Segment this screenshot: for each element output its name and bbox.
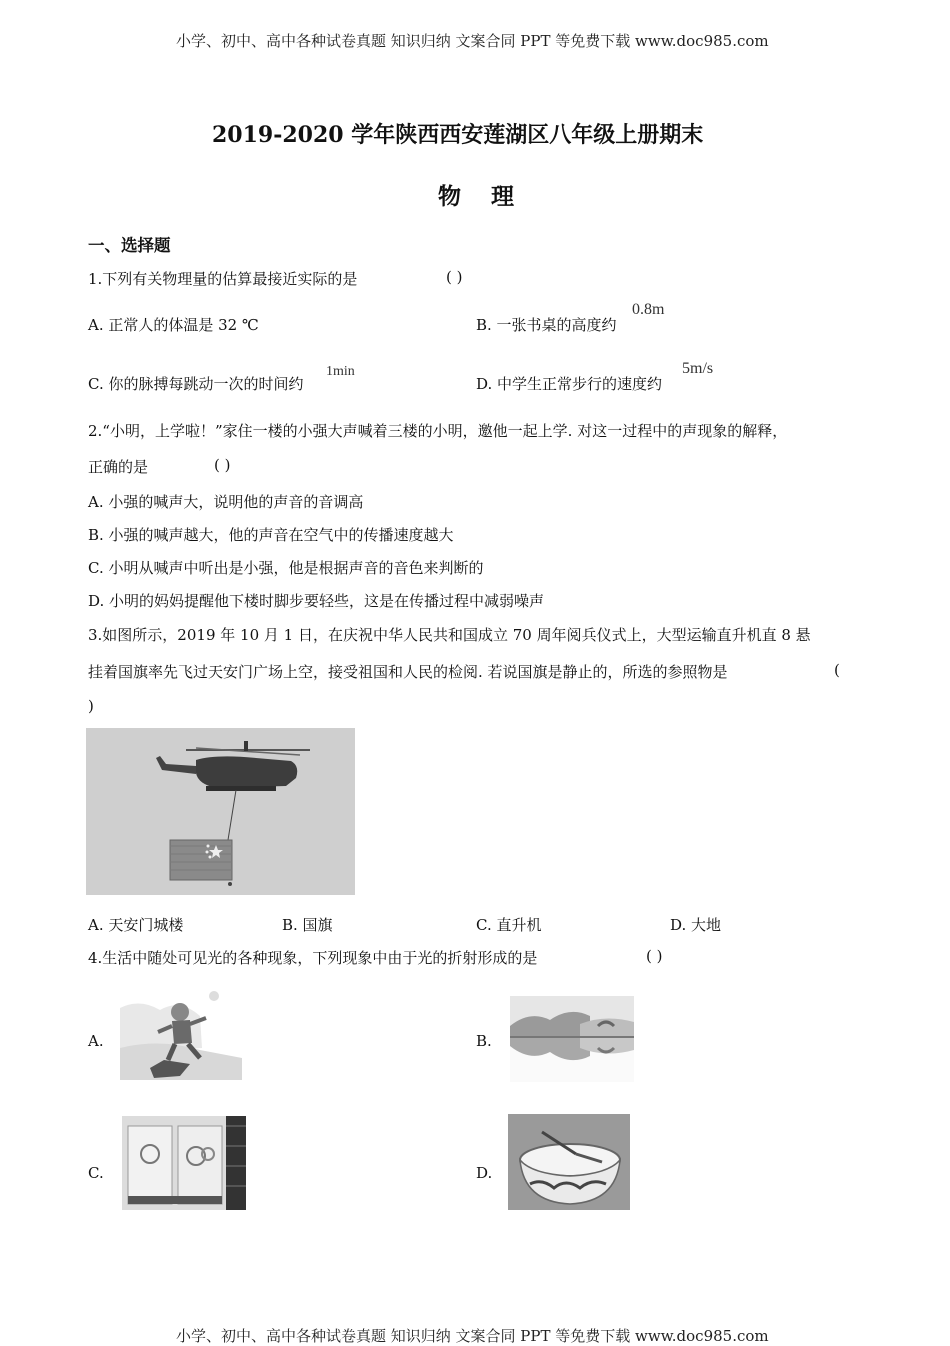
q4-option-d: D. — [476, 1164, 493, 1182]
q4-image-a — [120, 988, 242, 1080]
q1-option-b: B. 一张书桌的高度约 — [476, 316, 617, 334]
exam-title: 2019-2020 学年陕西西安莲湖区八年级上册期末 — [212, 122, 704, 148]
subject-title: 物理 — [438, 183, 544, 210]
q3-option-c: C. 直升机 — [476, 916, 542, 934]
q3-answer-paren-open: ( — [834, 661, 840, 679]
q2-stem-line1: 2.“小明，上学啦！”家住一楼的小强大声喊着三楼的小明，邀他一起上学. 对这一过程中的声现象的解释， — [88, 422, 788, 440]
q4-image-d — [508, 1114, 630, 1210]
q2-answer-paren: ( ) — [214, 456, 231, 474]
q1-option-d-unit: 5m/s — [682, 360, 714, 377]
q4-image-c — [122, 1116, 246, 1210]
q3-stem-line1: 3.如图所示，2019 年 10 月 1 日，在庆祝中华人民共和国成立 70 周年阅兵仪式上，大型运输直升机直 8 悬 — [88, 626, 811, 644]
q2-option-d: D. 小明的妈妈提醒他下楼时脚步要轻些，这是在传播过程中减弱噪声 — [88, 592, 545, 610]
q4-option-b: B. — [476, 1032, 492, 1050]
q4-option-a: A. — [88, 1032, 104, 1050]
shadow-play-illustration — [120, 988, 242, 1080]
chopstick-bowl-illustration — [508, 1114, 630, 1210]
bridge-reflection-illustration — [510, 996, 634, 1082]
q1-option-c: C. 你的脉搏每跳动一次的时间约 — [88, 375, 304, 393]
q1-answer-paren: ( ) — [446, 268, 463, 286]
q1-option-d: D. 中学生正常步行的速度约 — [476, 375, 663, 393]
q2-option-c: C. 小明从喊声中听出是小强，他是根据声音的音色来判断的 — [88, 559, 484, 577]
q4-option-c: C. — [88, 1164, 104, 1182]
q4-stem: 4.生活中随处可见光的各种现象，下列现象中由于光的折射形成的是 — [88, 949, 538, 967]
q2-stem-line2: 正确的是 — [88, 458, 149, 476]
q3-answer-paren-close: ) — [88, 697, 94, 715]
helicopter-flag-illustration — [86, 728, 355, 895]
q2-option-b: B. 小强的喊声越大，他的声音在空气中的传播速度越大 — [88, 526, 454, 544]
q3-option-d: D. 大地 — [670, 916, 722, 934]
helicopter-flag-photo — [86, 728, 355, 895]
q3-option-b: B. 国旗 — [282, 916, 333, 934]
cups-illustration — [122, 1116, 246, 1210]
q2-option-a: A. 小强的喊声大，说明他的声音的音调高 — [88, 493, 364, 511]
q1-option-b-unit: 0.8m — [632, 301, 665, 318]
section-heading: 一、选择题 — [88, 236, 171, 255]
page-header: 小学、初中、高中各种试卷真题 知识归纳 文案合同 PPT 等免费下载 www.doc985.com — [176, 32, 769, 50]
q3-option-a: A. 天安门城楼 — [88, 916, 184, 934]
q1-option-c-unit: 1min — [326, 364, 355, 379]
q1-option-a: A. 正常人的体温是 32 ℃ — [88, 316, 259, 334]
page-footer: 小学、初中、高中各种试卷真题 知识归纳 文案合同 PPT 等免费下载 www.doc985.com — [176, 1327, 769, 1345]
q4-answer-paren: ( ) — [646, 947, 663, 965]
q1-stem: 1.下列有关物理量的估算最接近实际的是 — [88, 270, 358, 288]
q4-image-b — [510, 996, 634, 1082]
q3-stem-line2: 挂着国旗率先飞过天安门广场上空，接受祖国和人民的检阅. 若说国旗是静止的，所选的参照物是 — [88, 663, 728, 681]
